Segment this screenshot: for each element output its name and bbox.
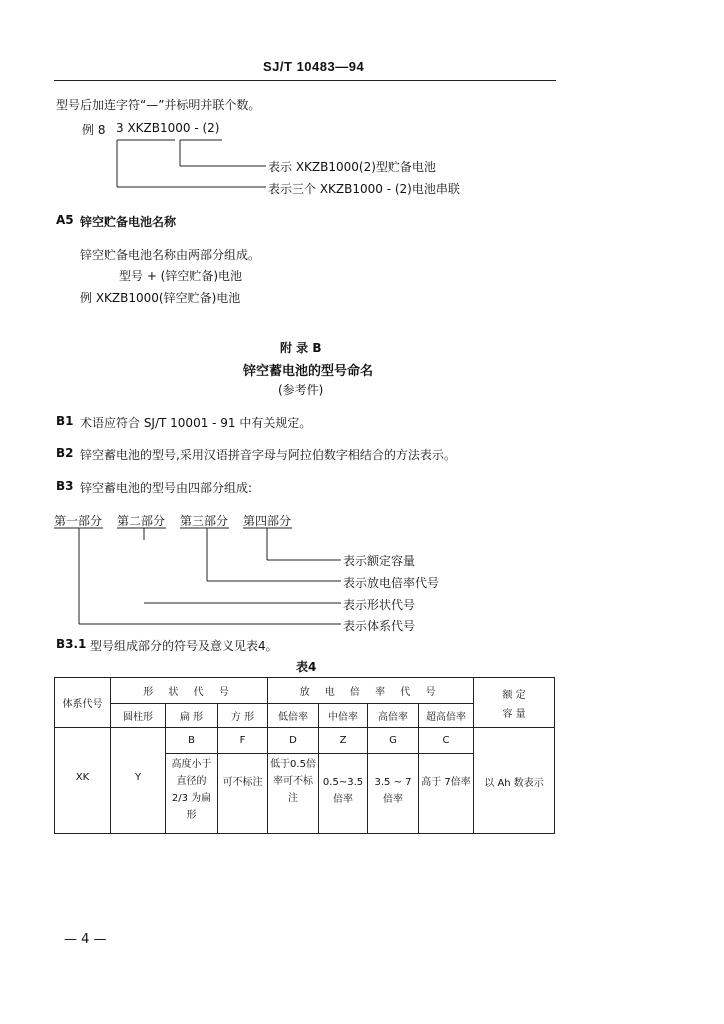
example-code: 3 XKZB1000 - (2) xyxy=(116,121,220,135)
appendix-title: 锌空蓄电池的型号命名 xyxy=(243,364,374,379)
intro-line: 型号后加连字符“—”并标明并联个数。 xyxy=(56,98,261,112)
callout-shape: 表示形状代号 xyxy=(343,598,416,612)
desc-square: 可不标注 xyxy=(218,754,268,834)
a5-heading-number: A5 xyxy=(56,213,74,227)
b2-number: B2 xyxy=(56,446,74,460)
b2-text: 锌空蓄电池的型号,采用汉语拼音字母与阿拉伯数字相结合的方法表示。 xyxy=(80,448,456,462)
subheader-square: 方 形 xyxy=(218,704,268,728)
callout-2: 表示三个 XKZB1000 - (2)电池串联 xyxy=(268,182,460,196)
page-number: — 4 — xyxy=(64,932,107,947)
code-f: F xyxy=(218,728,268,754)
code-d: D xyxy=(268,728,319,754)
example-label: 例 8 xyxy=(82,123,106,137)
part-1: 第一部分 xyxy=(54,514,103,528)
code-g: G xyxy=(368,728,419,754)
header-capacity-1: 额 定 xyxy=(502,689,526,701)
appendix-label: 附 录 B xyxy=(280,341,322,355)
callout-capacity: 表示额定容量 xyxy=(343,554,416,568)
part-3: 第三部分 xyxy=(180,514,229,528)
cell-blank-system xyxy=(55,728,111,754)
b1-text: 术语应符合 SJ/T 10001 - 91 中有关规定。 xyxy=(80,416,312,430)
callout-1: 表示 XKZB1000(2)型贮备电池 xyxy=(268,160,436,174)
subheader-ultra: 超高倍率 xyxy=(419,704,474,728)
b3-number: B3 xyxy=(56,479,74,493)
callout-rate: 表示放电倍率代号 xyxy=(343,576,440,590)
cell-blank-cylinder xyxy=(111,728,166,754)
cell-blank-capacity xyxy=(474,728,555,754)
a5-paragraph: 锌空贮备电池名称由两部分组成。 xyxy=(80,248,261,262)
header-system: 体系代号 xyxy=(55,678,111,728)
appendix-subtitle: (参考件) xyxy=(278,383,324,397)
subheader-flat: 扁 形 xyxy=(166,704,218,728)
desc-mid: 0.5~3.5倍率 xyxy=(319,754,368,834)
code-b: B xyxy=(166,728,218,754)
value-system: XK xyxy=(55,754,111,834)
b31-text: 型号组成部分的符号及意义见表4。 xyxy=(90,639,278,653)
table-4 xyxy=(54,677,555,834)
a5-formula: 型号 + (锌空贮备)电池 xyxy=(119,269,243,283)
a5-heading: 锌空贮备电池名称 xyxy=(80,215,177,229)
subheader-high: 高倍率 xyxy=(368,704,419,728)
value-cylinder: Y xyxy=(111,754,166,834)
subheader-mid: 中倍率 xyxy=(319,704,368,728)
header-capacity-2: 容 量 xyxy=(502,708,526,720)
desc-capacity: 以 Ah 数表示 xyxy=(474,754,555,834)
b31-number: B3.1 xyxy=(56,637,87,651)
a5-example: 例 XKZB1000(锌空贮备)电池 xyxy=(80,291,241,305)
table-caption: 表4 xyxy=(296,660,317,674)
desc-high: 3.5 ~ 7倍率 xyxy=(368,754,419,834)
desc-ultra: 高于 7倍率 xyxy=(419,754,474,834)
callout-system: 表示体系代号 xyxy=(343,619,416,633)
b1-number: B1 xyxy=(56,414,74,428)
subheader-low: 低倍率 xyxy=(268,704,319,728)
standard-number: SJ/T 10483—94 xyxy=(263,59,365,74)
desc-flat: 高度小于直径的 2/3 为扁形 xyxy=(166,754,218,834)
header-capacity xyxy=(474,678,555,728)
code-z: Z xyxy=(319,728,368,754)
b3-text: 锌空蓄电池的型号由四部分组成: xyxy=(80,481,253,495)
subheader-cylinder: 圆柱形 xyxy=(111,704,166,728)
header-shape: 形 状 代 号 xyxy=(111,678,268,704)
code-c: C xyxy=(419,728,474,754)
desc-low: 低于0.5倍率可不标注 xyxy=(268,754,319,834)
header-rate: 放 电 倍 率 代 号 xyxy=(268,678,474,704)
part-2: 第二部分 xyxy=(117,514,166,528)
part-4: 第四部分 xyxy=(243,514,292,528)
